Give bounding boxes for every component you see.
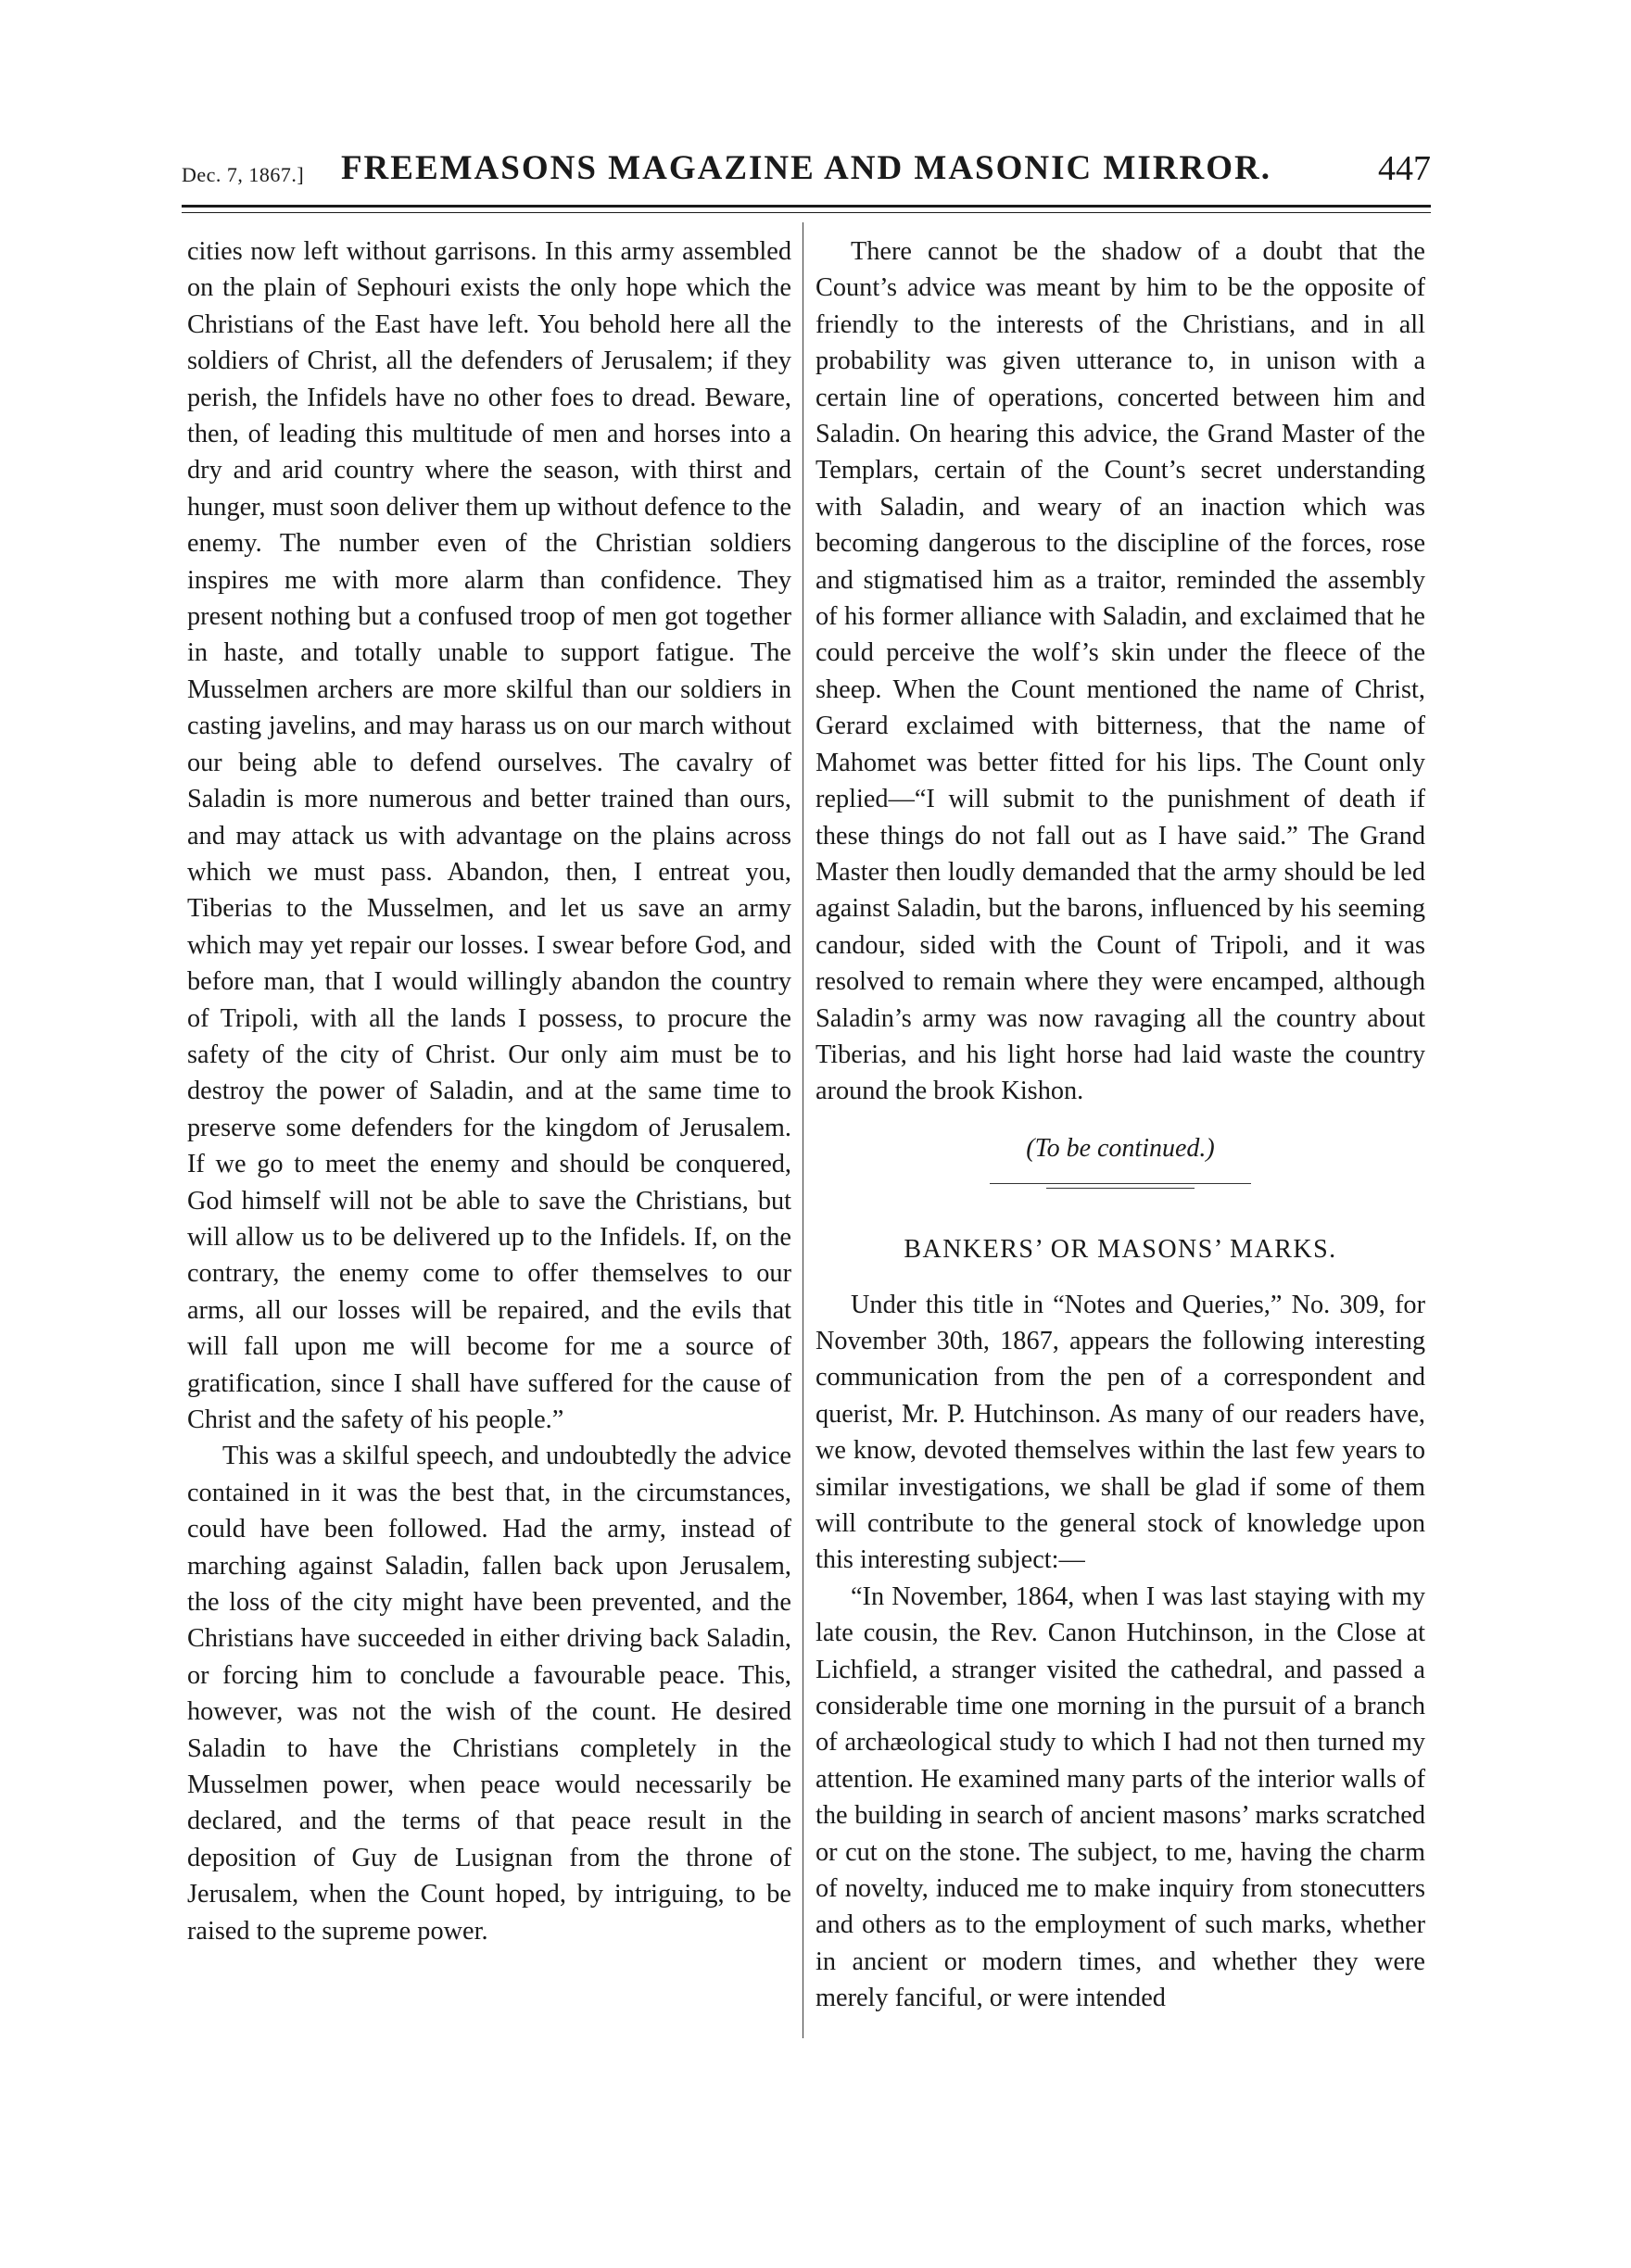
left-paragraph-1: cities now left without garrisons. In this army assembled on the plain of Sephouri exists the only hope which the Christians of the East have left. You behold here all the soldiers of Christ, all the defenders of Jerusalem; if they perish, the Infidels have no other foes to dread. Beware, then, of leading this multitude of men and horses into a dry and arid country where the season, with thirst and hunger, must soon deliver them up without defence to the enemy. The number even of the Christian soldiers inspires me with more alarm than confidence. They present nothing but a confused troop of men got together in haste, and totally unable to support fatigue. The Musselmen archers are more skilful than our soldiers in casting javelins, and may harass us on our march without our being able to defend ourselves. The cavalry of Saladin is more numerous and better trained than ours, and may attack us with advantage on the plains across which we must pass. Abandon, then, I entreat you, Tiberias to the Musselmen, and let us save an army which may yet repair our losses. I swear before God, and before man, that I would willingly abandon the country of Tripoli, with all the lands I possess, to procure the safety of the city of Christ. Our only aim must be to destroy the power of Saladin, and at the same time to preserve some defenders for the kingdom of Jerusalem. If we go to meet the enemy and should be conquered, God himself will not be able to save the Christians, but will allow us to be delivered up to the Infidels. If, on the contrary, the enemy come to offer themselves to our arms, all our losses will be repaired, and the evils that will fall upon me will become for me a source of gratification, since I shall have suffered for the cause of Christ and the safety of his people.” <box>187 237 791 1434</box>
header-rule-thin <box>182 212 1431 213</box>
section-separator <box>990 1183 1251 1189</box>
to-be-continued-note: (To be continued.) <box>1026 1133 1215 1163</box>
issue-date: Dec. 7, 1867.] <box>182 163 305 186</box>
separator-line-short <box>1046 1188 1195 1189</box>
separator-line-long <box>990 1183 1251 1184</box>
page-number: 447 <box>1378 149 1431 188</box>
right-paragraph-2: Under this title in “Notes and Queries,” No. 309, for November 30th, 1867, appears the following interesting communication from the pen of a correspondent and querist, Mr. P. Hutchinson. As many of our readers have, we know, devoted themselves within the last few years to similar investigations, we shall be glad if some of them will contribute to the general stock of knowledge upon this interesting subject:— <box>816 1290 1425 1575</box>
magazine-title: FREEMASONS MAGAZINE AND MASONIC MIRROR. <box>340 149 1272 187</box>
left-column <box>187 233 791 1949</box>
right-column <box>816 233 1425 2017</box>
header-rule-thick <box>182 205 1431 208</box>
section-heading: BANKERS’ OR MASONS’ MARKS. <box>904 1235 1337 1265</box>
left-paragraph-2: This was a skilful speech, and undoubtedly the advice contained in it was the best that, in the circumstances, could have been followed. Had the army, instead of marching against Saladin, fallen back upon Jerusalem, the loss of the city might have been prevented, and the Christians have succeeded in either driving back Saladin, or forcing him to conclude a favourable peace. This, however, was not the wish of the count. He desired Saladin to have the Christians completely in the Musselmen power, when peace would necessarily be declared, and the terms of that peace result in the deposition of Guy de Lusignan from the throne of Jerusalem, when the Count hoped, by intriguing, to be raised to the supreme power. <box>187 1442 791 1946</box>
right-paragraph-1: There cannot be the shadow of a doubt that the Count’s advice was meant by him to be the opposite of friendly to the interests of the Christians, and in all probability was given utterance to, in unison with a certain line of operations, concerted between him and Saladin. On hearing this advice, the Grand Master of the Templars, certain of the Count’s secret understanding with Saladin, and weary of an inaction which was becoming dangerous to the discipline of the forces, rose and stigmatised him as a traitor, reminded the assembly of his former alliance with Saladin, and exclaimed that he could perceive the wolf’s skin under the fleece of the sheep. When the Count mentioned the name of Christ, Gerard exclaimed with bitterness, that the name of Mahomet was better fitted for his lips. The Count only replied—“I will submit to the punishment of death if these things do not fall out as I have said.” The Grand Master then loudly demanded that the army should be led against Saladin, but the barons, influenced by his seeming candour, sided with the Count of Tripoli, and it was resolved to remain where they were encamped, although Saladin’s army was now ravaging all the country about Tiberias, and his light horse had laid waste the country around the brook Kishon. <box>816 237 1425 1106</box>
page-header <box>182 148 1431 196</box>
right-paragraph-3: “In November, 1864, when I was last staying with my late cousin, the Rev. Canon Hutchinson, in the Close at Lichfield, a stranger visited the cathedral, and passed a considerable time one morning in the pursuit of a branch of archæological study to which I had not then turned my attention. He examined many parts of the interior walls of the building in search of ancient masons’ marks scratched or cut on the stone. The subject, to me, having the charm of novelty, induced me to make inquiry from stonecutters and others as to the employment of such marks, whether in ancient or modern times, and whether they were merely fanciful, or were intended <box>816 1581 1425 2013</box>
